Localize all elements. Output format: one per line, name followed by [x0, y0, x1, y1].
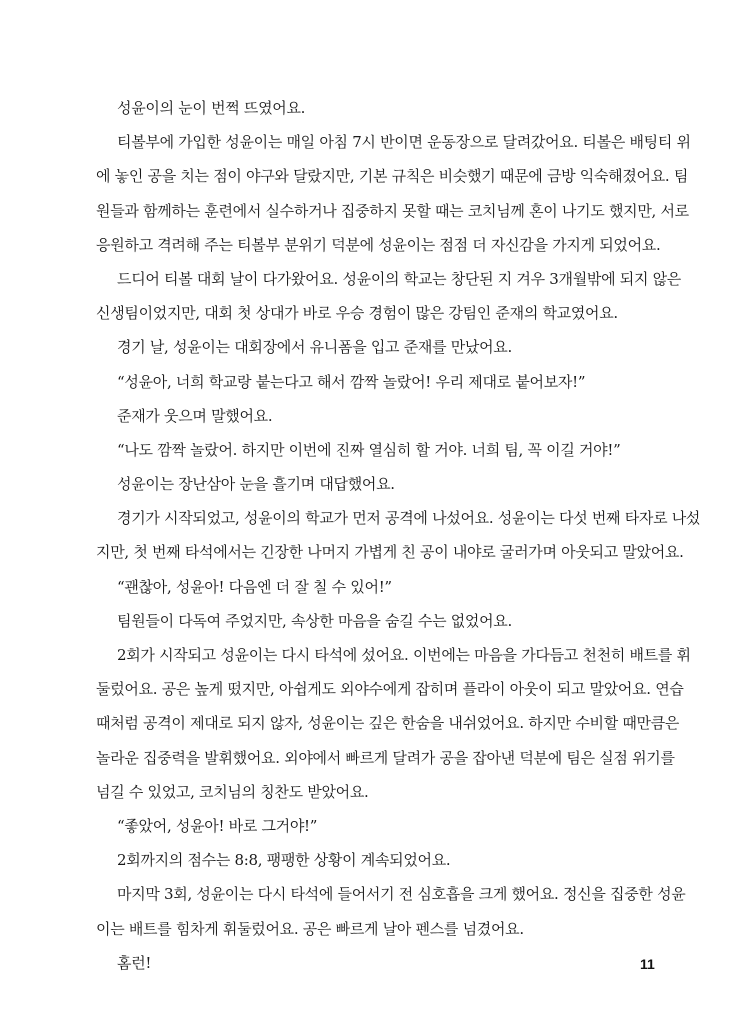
text-line: 넘길 수 있었고, 코치님의 칭찬도 받았어요.: [96, 782, 369, 801]
text-line: 원들과 함께하는 훈련에서 실수하거나 집중하지 못할 때는 코치님께 혼이 나기도 했지만, 서로: [96, 201, 689, 220]
paragraph: [96, 604, 652, 638]
text-line: “성윤아, 너희 학교랑 붙는다고 해서 깜짝 놀랐어! 우리 제대로 붙어보자!”: [117, 372, 586, 391]
paragraph: [96, 433, 652, 467]
text-line: 준재가 웃으며 말했어요.: [117, 406, 273, 425]
text-line: 성윤이는 장난삼아 눈을 흘기며 대답했어요.: [117, 475, 395, 494]
text-line: 에 놓인 공을 치는 점이 야구와 달랐지만, 기본 규칙은 비슷했기 때문에 금방 익숙해졌어요. 팀: [96, 167, 689, 186]
paragraph: [96, 262, 681, 330]
text-line: 놀라운 집중력을 발휘했어요. 외야에서 빠르게 달려가 공을 잡아낸 덕분에 팀은 실점 위기를: [96, 748, 675, 767]
page-number: 11: [640, 956, 655, 972]
text-line: 팀원들이 다독여 주었지만, 속상한 마음을 숨길 수는 없었어요.: [117, 611, 512, 630]
paragraph: [96, 570, 652, 604]
text-line: 2회까지의 점수는 8:8, 팽팽한 상황이 계속되었어요.: [117, 851, 451, 870]
paragraph: [96, 467, 652, 501]
paragraph: [96, 946, 652, 980]
text-line: 성윤이의 눈이 번쩍 뜨였어요.: [117, 99, 306, 117]
paragraph: [96, 330, 652, 364]
text-line: 신생팀이었지만, 대회 첫 상대가 바로 우승 경험이 많은 강팀인 준재의 학교였어요.: [96, 304, 618, 323]
text-line: “좋았어, 성윤아! 바로 그거야!”: [117, 816, 318, 835]
body-text: [96, 91, 701, 980]
paragraph: [96, 365, 652, 399]
paragraph: [96, 125, 691, 262]
paragraph: [96, 877, 686, 945]
text-line: “나도 깜짝 놀랐어. 하지만 이번에 진짜 열심히 할 거야. 너희 팀, 꼭 이길 거야!”: [117, 440, 621, 459]
text-line: 이는 배트를 힘차게 휘둘렀어요. 공은 빠르게 날아 펜스를 넘겼어요.: [96, 919, 524, 938]
text-line: 경기가 시작되었고, 성윤이의 학교가 먼저 공격에 나섰어요. 성윤이는 다섯 번째 타자로 나섰: [117, 509, 701, 528]
text-line: 경기 날, 성윤이는 대회장에서 유니폼을 입고 준재를 만났어요.: [117, 338, 512, 357]
text-line: 홈런!: [117, 953, 152, 972]
paragraph: [96, 638, 691, 809]
text-line: 드디어 티볼 대회 날이 다가왔어요. 성윤이의 학교는 창단된 지 겨우 3개월밖에 되지 않은: [117, 269, 681, 288]
paragraph: [96, 91, 652, 125]
text-line: 2회가 시작되고 성윤이는 다시 타석에 섰어요. 이번에는 마음을 가다듬고 천천히 배트를 휘: [117, 646, 691, 664]
text-line: 때처럼 공격이 제대로 되지 않자, 성윤이는 깊은 한숨을 내쉬었어요. 하지만 수비할 때만큼은: [96, 714, 680, 733]
text-line: 마지막 3회, 성윤이는 다시 타석에 들어서기 전 심호흡을 크게 했어요. 정신을 집중한 성윤: [117, 885, 686, 904]
paragraph: [96, 501, 701, 569]
text-line: 응원하고 격려해 주는 티볼부 분위기 덕분에 성윤이는 점점 더 자신감을 가지게 되었어요.: [96, 235, 661, 254]
text-line: 둘렀어요. 공은 높게 떴지만, 아쉽게도 외야수에게 잡히며 플라이 아웃이 되고 말았어요. 연습: [96, 680, 684, 699]
paragraph: [96, 809, 652, 843]
paragraph: [96, 399, 652, 433]
text-line: “괜찮아, 성윤아! 다음엔 더 잘 칠 수 있어!”: [117, 577, 392, 596]
text-line: 지만, 첫 번째 타석에서는 긴장한 나머지 가볍게 친 공이 내야로 굴러가며 아웃되고 말았어요.: [96, 543, 684, 562]
text-line: 티볼부에 가입한 성윤이는 매일 아침 7시 반이면 운동장으로 달려갔어요. 티볼은 배팅티 위: [117, 133, 691, 152]
paragraph: [96, 843, 652, 877]
